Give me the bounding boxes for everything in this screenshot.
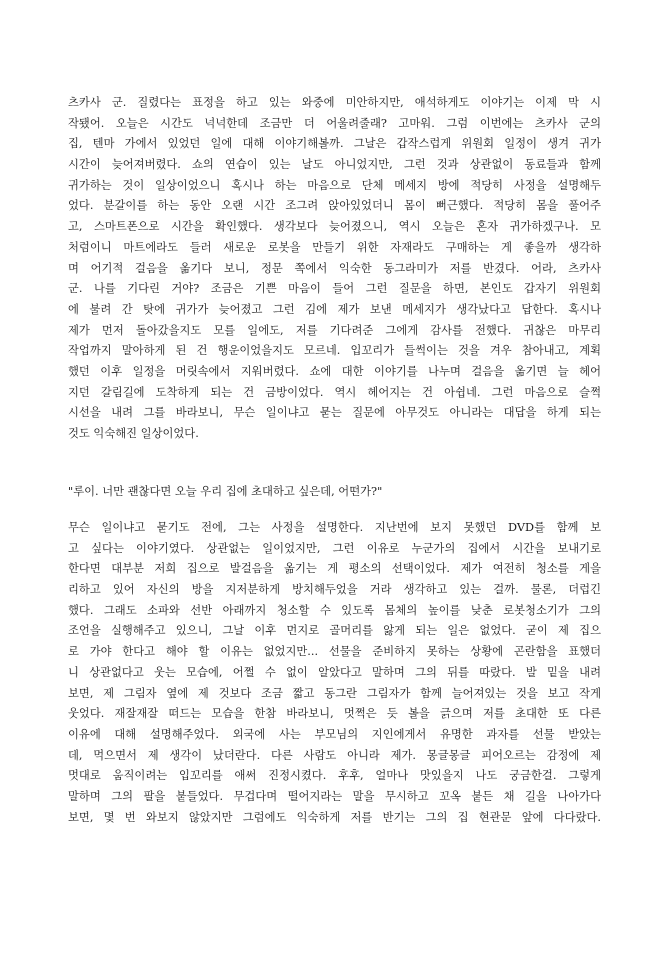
- text-line: 했던 이후 일정을 머릿속에서 지워버렸다. 쇼에 대한 이야기를 나누며 걸음을 옮기면 늘 헤어: [68, 364, 601, 378]
- text-line: 말하며 그의 팔을 붙들었다. 무겁다며 떨어지라는 말을 무시하고 꼬옥 붙든 채 길을 나아가다: [68, 789, 601, 803]
- text-line: 니 상관없다고 웃는 모습에, 어쩔 수 없이 알았다고 말하며 그의 뒤를 따랐다. 발 밑을 내려: [68, 665, 601, 679]
- text-line: 했다. 그래도 소파와 선반 아래까지 청소할 수 있도록 몸체의 높이를 낮춘 로봇청소기가 그의: [68, 603, 601, 617]
- text-line: 제가 먼저 돌아갔을지도 모를 일에도, 저를 기다려준 그에게 감사를 전했다. 귀찮은 마무리: [68, 323, 601, 337]
- text-line: 리하고 있어 자신의 방을 지저분하게 방치해두었을 거라 생각하고 있는 걸까. 물론, 더럽긴: [68, 583, 601, 597]
- text-line: 집, 텐마 가에서 있었던 일에 대해 이야기해볼까. 그날은 갑작스럽게 위원회 일정이 생겨 귀가: [68, 137, 601, 151]
- text-line: 시간이 늦어져버렸다. 쇼의 연습이 있는 날도 아니었지만, 그런 것과 상관없이 동료들과 함께: [68, 158, 601, 172]
- text-line: 웃었다. 재잘재잘 떠드는 모습을 한참 바라보니, 멋쩍은 듯 볼을 긁으며 저를 초대한 또 다른: [68, 707, 601, 721]
- paragraph-1: [68, 93, 601, 445]
- text-line: 군. 나를 기다린 거야? 조금은 기쁜 마음이 들어 그런 질문을 하면, 본인도 갑자기 위원회: [68, 282, 601, 296]
- text-line: 데, 먹으면서 제 생각이 났더란다. 다른 사람도 아니라 제가. 몽글몽글 피어오르는 감정에 제: [68, 748, 601, 762]
- text-line: 츠카사 군. 질렸다는 표정을 하고 있는 와중에 미안하지만, 애석하게도 이야기는 이제 막 시: [68, 96, 601, 109]
- text-line: 처럼이니 마트에라도 들러 새로운 로봇을 만들기 위한 자재라도 구매하는 게 좋을까 생각하: [68, 240, 601, 254]
- text-line: 작업까지 말아하게 된 건 행운이었을지도 모르네. 입꼬리가 들썩이는 것을 겨우 참아내고, 계획: [68, 344, 601, 358]
- text-line: 이유에 대해 설명해주었다. 외국에 사는 부모님의 지인에게서 유명한 과자를 선물 받았는: [68, 727, 601, 741]
- text-line: 며 어기적 걸음을 옮기다 보니, 정문 쪽에서 익숙한 동그라미가 저를 반겼다. 어라, 츠카사: [68, 261, 601, 275]
- text-line: 고 싶다는 이야기였다. 상관없는 일이었지만, 그런 이유로 누군가의 집에서 시간을 보내기로: [68, 541, 601, 555]
- text-line: 시선을 내려 그를 바라보니, 무슨 일이냐고 묻는 질문에 아무것도 아니라는 대답을 하게 되는: [68, 406, 601, 420]
- text-line: 것도 익숙해진 일상이었다.: [68, 427, 199, 440]
- text-line: 지던 갈림길에 도착하게 되는 건 금방이었다. 역시 헤어지는 건 아쉽네. 그런 마음으로 슬쩍: [68, 385, 601, 399]
- text-line: 보면, 제 그림자 옆에 제 것보다 조금 짧고 동그란 그림자가 함께 늘어져있는 것을 보고 작게: [68, 686, 601, 700]
- text-line: 한다면 대부분 저희 집으로 발걸음을 옮기는 게 평소의 선택이었다. 제가 여전히 청소를 게을: [68, 562, 601, 576]
- text-line: 보면, 몇 번 와보지 않았지만 그럼에도 익숙하게 저를 반기는 그의 집 현관문 앞에 다다랐다.: [68, 810, 601, 824]
- text-line: 로 가야 한다고 해야 할 이유는 없었지만... 선물을 준비하지 못하는 상황에 곤란함을 표했더: [68, 645, 601, 659]
- text-line: 에 불려 간 탓에 귀가가 늦어졌고 그런 김에 제가 보낸 메세지가 생각났다고 답한다. 혹시나: [68, 302, 601, 316]
- text-line: 조언을 실행해주고 있으니, 그날 이후 먼지로 골머리를 앓게 되는 일은 없었다. 굳이 제 집으: [68, 624, 601, 638]
- paragraph-2: [68, 518, 601, 828]
- text-line: 작됐어. 오늘은 시간도 넉넉한데 조금만 더 어울려줄래? 고마워. 그럼 이번에는 츠카사 군의: [68, 116, 601, 130]
- text-line: 귀가하는 것이 일상이었으니 혹시나 하는 마음으로 단체 메세지 방에 적당히 사정을 설명해두: [68, 178, 601, 192]
- text-line: 었다. 분갈이를 하는 동안 오랜 시간 조그려 앉아있었더니 몸이 뻐근했다. 적당히 몸을 풀어주: [68, 199, 601, 213]
- dialogue-line: "루이. 너만 괜찮다면 오늘 우리 집에 초대하고 싶은데, 어떤가?": [68, 485, 383, 498]
- text-line: 고, 스마트폰으로 시간을 확인했다. 생각보다 늦어졌으니, 역시 오늘은 혼자 귀가하겠구나. 모: [68, 220, 601, 234]
- text-line: 무슨 일이냐고 묻기도 전에, 그는 사정을 설명한다. 지난번에 보지 못했던 DVD를 함께 보: [68, 521, 601, 534]
- text-line: 멋대로 움직이려는 입꼬리를 애써 진정시켰다. 후후, 얼마나 맛있을지 나도 궁금한걸. 그렇게: [68, 769, 601, 783]
